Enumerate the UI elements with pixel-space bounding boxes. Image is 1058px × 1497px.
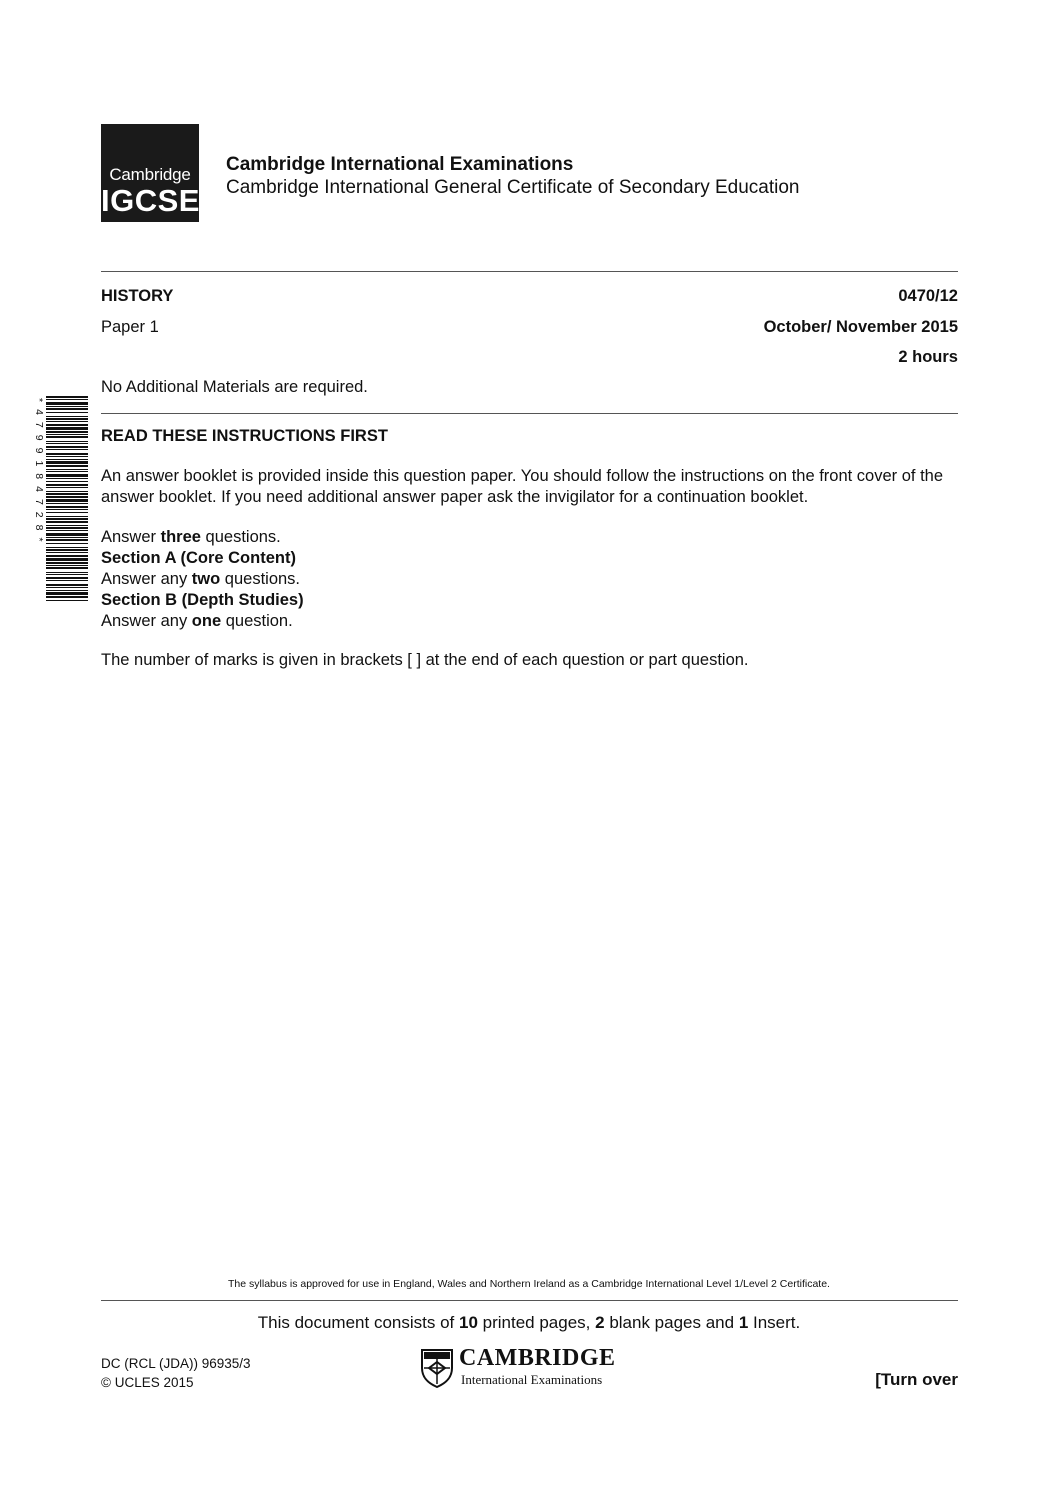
duration: 2 hours — [898, 348, 958, 366]
blank-pages-count: 2 — [595, 1313, 605, 1332]
cambridge-wordmark: CAMBRIDGE — [459, 1345, 616, 1371]
page-count-note — [0, 1313, 1058, 1333]
section-a-title: Section A (Core Content) — [101, 549, 296, 567]
section-a-number: two — [191, 570, 221, 588]
org-title: Cambridge International Examinations — [226, 154, 574, 175]
section-b-number: one — [191, 612, 222, 630]
document-reference: DC (RCL (JDA)) 96935/3 — [101, 1356, 251, 1371]
page-count-text-2: printed pages, — [477, 1313, 596, 1332]
cambridge-wordmark-subtitle: International Examinations — [461, 1372, 603, 1387]
copyright: © UCLES 2015 — [101, 1375, 194, 1390]
cambridge-igcse-logo — [101, 124, 199, 222]
paper-code: 0470/12 — [898, 287, 958, 305]
printed-pages-count: 10 — [459, 1313, 478, 1332]
answer-count-pre: Answer — [101, 528, 161, 546]
section-b-instruction — [101, 611, 961, 632]
instructions-heading: READ THESE INSTRUCTIONS FIRST — [101, 427, 388, 445]
exam-session: October/ November 2015 — [763, 318, 958, 336]
section-b-post: question. — [221, 612, 293, 630]
logo-line-cambridge: Cambridge — [109, 165, 191, 184]
page-count-text-1: This document consists of — [257, 1313, 459, 1332]
answer-count-post: questions. — [200, 528, 281, 546]
instructions-rule — [101, 413, 958, 414]
section-a-instruction — [101, 569, 961, 590]
syllabus-note: The syllabus is approved for use in England, Wales and Northern Ireland as a Cambridge International Level 1/Level 2 Certificate. — [228, 1278, 830, 1290]
section-b-title: Section B (Depth Studies) — [101, 591, 304, 609]
page-count-text-4: Insert. — [748, 1313, 801, 1332]
top-rule — [101, 271, 958, 272]
logo-line-igcse: IGCSE — [101, 183, 200, 218]
booklet-instructions: An answer booklet is provided inside this question paper. You should follow the instructions on the front cover of the answer booklet. If you need additional answer paper ask the invigilator for a continuation booklet. — [101, 467, 944, 506]
answer-count-number: three — [160, 528, 201, 546]
materials-note: No Additional Materials are required. — [101, 378, 368, 396]
footer-rule — [101, 1300, 958, 1301]
marks-note: The number of marks is given in brackets [ ] at the end of each question or part question. — [101, 651, 749, 669]
section-b-pre: Answer any — [101, 612, 192, 630]
insert-count: 1 — [738, 1313, 749, 1332]
paper-number: Paper 1 — [101, 318, 159, 336]
barcode-digits: *4799184728* — [33, 398, 45, 549]
answer-count — [101, 527, 961, 548]
page-count-text-3: blank pages and — [604, 1313, 739, 1332]
section-a-pre: Answer any — [101, 570, 192, 588]
org-subtitle: Cambridge International General Certificate of Secondary Education — [226, 177, 800, 198]
cambridge-crest-icon — [420, 1348, 454, 1388]
section-a-post: questions. — [220, 570, 301, 588]
turn-over: [Turn over — [875, 1370, 958, 1389]
subject: HISTORY — [101, 287, 174, 305]
barcode — [32, 396, 88, 604]
